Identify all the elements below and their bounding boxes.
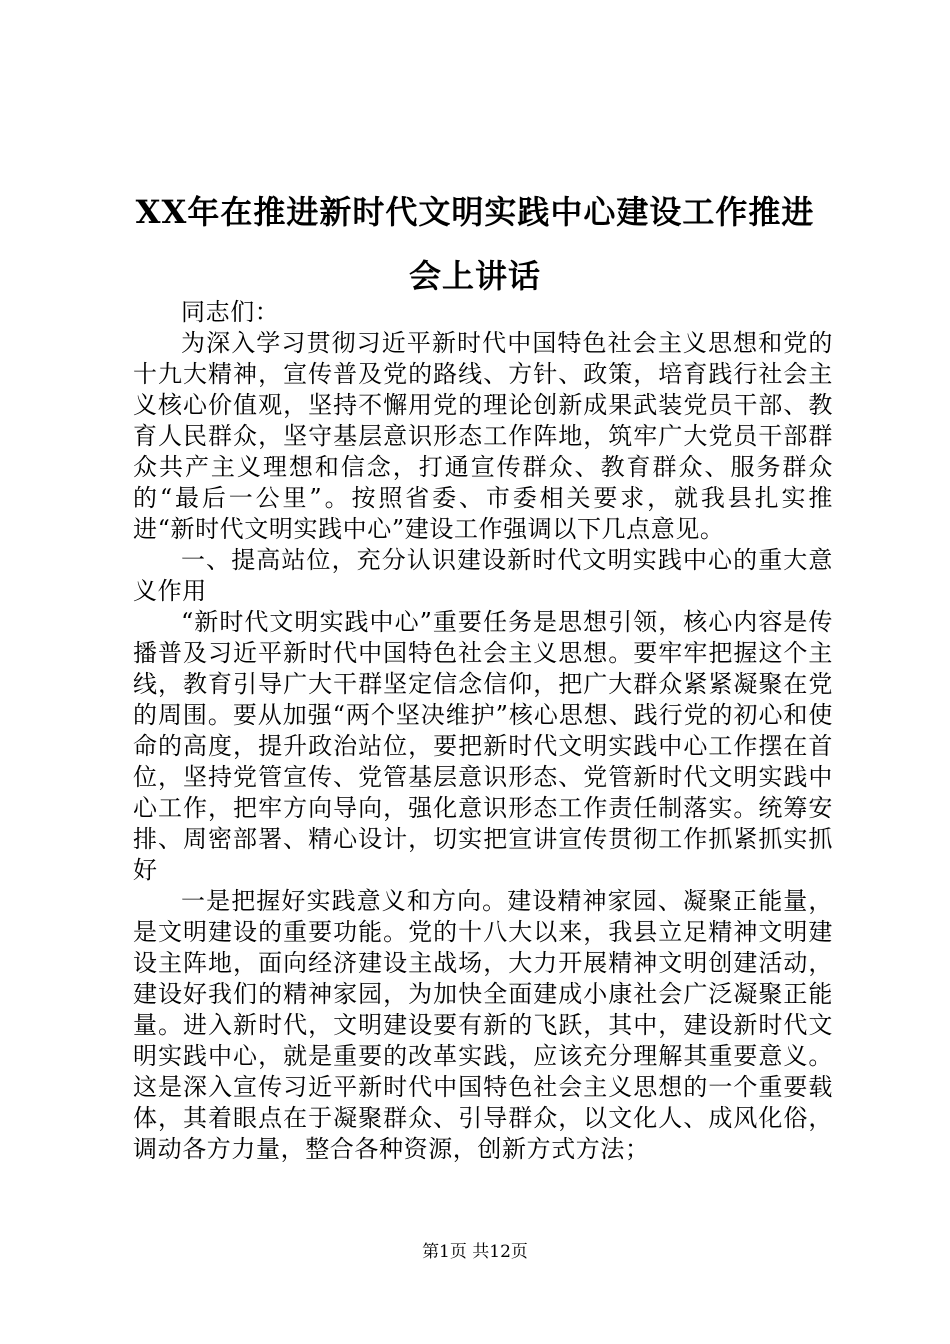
page-number: 第1页 共12页 [422,1242,528,1262]
salutation: 同志们： [181,298,280,326]
section-heading: 一、提高站位，充分认识建设新时代文明实践中心的重大意义作用 [133,546,833,605]
body-paragraph: “新时代文明实践中心”重要任务是思想引领，核心内容是传播普及习近平新时代中国特色社会主义思想。要牢牢把握这个主线，教育引导广大干群坚定信念信仰，把广大群众紧紧凝聚在党的周围。要从加强“两个坚决维护”核心思想、践行党的初心和使命的高度，提升政治站位，要把新时代文明实践中心工作摆在首位，坚持党管宣传、党管基层意识形态、党管新时代文明实践中心工作，把牢方向导向，强化意识形态工作责任制落实。统筹安排、周密部署、精心设计，切实把宣讲宣传贯彻工作抓紧抓实抓好 [133,608,833,884]
document-body [133,297,833,1165]
body-paragraph: 一是把握好实践意义和方向。建设精神家园、凝聚正能量，是文明建设的重要功能。党的十八大以来，我县立足精神文明建设主阵地，面向经济建设主战场，大力开展精神文明创建活动，建设好我们的精神家园，为加快全面建成小康社会广泛凝聚正能量。进入新时代，文明建设要有新的飞跃，其中，建设新时代文明实践中心，就是重要的改革实践，应该充分理解其重要意义。这是深入宣传习近平新时代中国特色社会主义思想的一个重要载体，其着眼点在于凝聚群众、引导群众，以文化人、成风化俗，调动各方力量，整合各种资源，创新方式方法； [133,887,833,1163]
document-title: XX年在推进新时代文明实践中心建设工作推进会上讲话 [135,193,815,295]
intro-paragraph: 为深入学习贯彻习近平新时代中国特色社会主义思想和党的十九大精神，宣传普及党的路线、方针、政策，培育践行社会主义核心价值观，坚持不懈用党的理论创新成果武装党员干部、教育人民群众，坚守基层意识形态工作阵地，筑牢广大党员干部群众共产主义理想和信念，打通宣传群众、教育群众、服务群众的“最后一公里”。按照省委、市委相关要求，就我县扎实推进“新时代文明实践中心”建设工作强调以下几点意见。 [133,329,833,543]
